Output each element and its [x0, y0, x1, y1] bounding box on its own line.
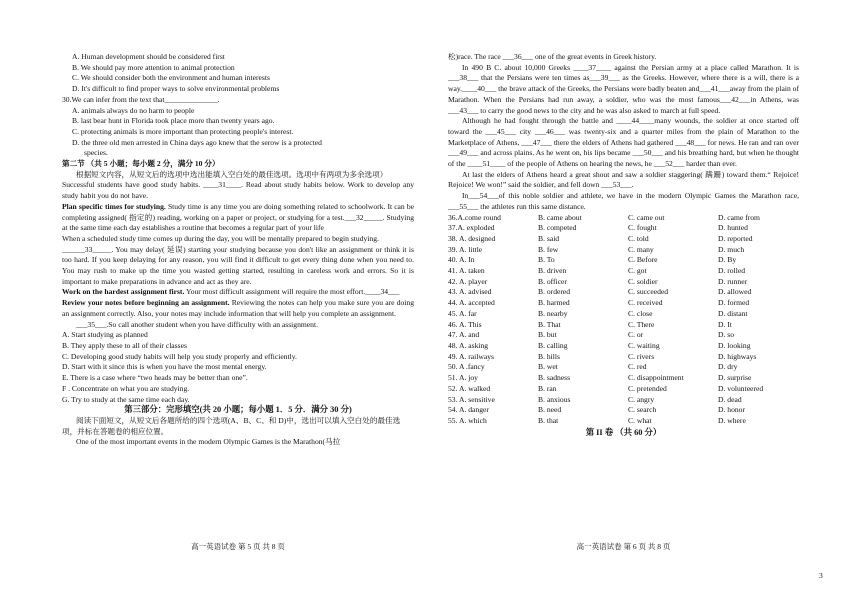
choice-option: C. succeeded: [628, 287, 669, 297]
option-f: F . Concentrate on what you are studying.: [62, 383, 190, 393]
choice-option: C. pretended: [628, 383, 667, 393]
choice-option: B. driven: [538, 266, 567, 276]
choice-option: C. what: [628, 415, 652, 425]
choice-option: D. rolled: [718, 266, 745, 276]
choice-option: C. There: [628, 319, 655, 329]
choice-option: 41. A. taken: [448, 266, 485, 276]
choice-row: [448, 298, 799, 309]
choice-option: B. competed: [538, 223, 577, 233]
choice-option: C. came out: [628, 212, 665, 222]
choice-option: C. told: [628, 233, 649, 243]
option-g: G. Try to study at the same time each day.: [62, 394, 190, 404]
right-column: [448, 52, 799, 438]
choice-row: [448, 277, 799, 288]
q30-stem: 30.We can infer from the text that______________.: [62, 94, 220, 104]
choice-option: D. dead: [718, 394, 742, 404]
choice-option: B. To: [538, 255, 555, 265]
choice-option: 36.A.come round: [448, 212, 501, 222]
passage-paragraph-7: ___35___.So call another student when you have difficulty with an assignment.: [76, 319, 318, 329]
choice-row: [448, 395, 799, 406]
option-d: D. Start with it since this is when you have the most mental energy.: [62, 362, 267, 372]
choice-option: C. angry: [628, 394, 655, 404]
choice-option: B. officer: [538, 276, 567, 286]
choice-option: 55. A. which: [448, 415, 487, 425]
cloze-paragraph-3: Although he had fought through the battle and ____44____many wounds, the soldier at once started off toward the ___45___ city ___46___ was twenty-six and a quarter miles from the plain of Marathon to the Marketplace of Athens, ___47___ there the elders of Athens had gathered ___48___ for news. He ran and ran over ___49___ and across plains. As he went on, his lips became ___50___ and his breathing hard, but when he thought of the ____51____ of the people of Athens on hearing the news, he ___52___ harder than ever.: [448, 116, 799, 169]
q30-option-a: A. animals always do no harm to people: [72, 105, 195, 115]
choice-option: C. red: [628, 362, 647, 372]
choice-option: D. so: [718, 330, 735, 340]
right-page-footer: 高一英语试卷 第 6 页 共 8 页: [576, 542, 671, 551]
choice-option: B. harmed: [538, 298, 570, 308]
option-b: B. They apply these to all of their classes: [62, 340, 187, 350]
choice-option: D. highways: [718, 351, 757, 361]
choice-option: 50. A .fancy: [448, 362, 485, 372]
left-page-footer: 高一英语试卷 第 5 页 共 8 页: [191, 542, 285, 551]
choice-option: C. got: [628, 266, 647, 276]
choice-option: D. allowed: [718, 287, 752, 297]
part2-heading: 第 II 卷 （共 60 分）: [585, 427, 662, 437]
choice-option: D. reported: [718, 233, 753, 243]
choice-row: [448, 416, 799, 427]
choice-option: C. many: [628, 244, 654, 254]
choice-option: D. hunted: [718, 223, 748, 233]
passage-paragraph-1: Successful students have good study habits. ____31____. Read about study habits below. Work to develop any study habit you do not have.: [62, 180, 414, 201]
passage-paragraph-6: [62, 298, 414, 319]
choice-row: [448, 309, 799, 320]
paragraph-6-body: Reviewing the notes can help you make sure you are doing an assignment correctly. Also, your notes may include information that will help you complete an assignment.: [62, 298, 414, 318]
choice-option: B. but: [538, 330, 557, 340]
choice-option: C. close: [628, 308, 653, 318]
choice-option: B. came about: [538, 212, 582, 222]
choice-option: 44. A. accepted: [448, 298, 495, 308]
choice-option: B. anxious: [538, 394, 571, 404]
cloze-paragraph-4: At last the elders of Athens heard a great shout and saw a soldier staggering( 蹒跚) toward them.“ Rejoice! Rejoice! We won!” said the soldier, and fell down ___53___.: [448, 169, 799, 190]
cloze-passage-start: One of the most important events in the modern Olympic Games is the Marathon(马拉: [76, 437, 341, 447]
choice-option: 42. A. player: [448, 276, 488, 286]
passage-paragraph-3: When a scheduled study time comes up during the day, you will be mentally prepared to begin studying.: [62, 233, 379, 243]
choice-option: B. few: [538, 244, 559, 254]
choice-row: [448, 245, 799, 256]
choice-option: B. That: [538, 319, 561, 329]
choice-option: 40. A. In: [448, 255, 475, 265]
choice-option: D. much: [718, 244, 745, 254]
choice-row: [448, 213, 799, 224]
left-column: [62, 52, 414, 448]
section3-instructions: 阅读下面短文，从短文后各题所给的四个选项(A、B、C、和 D)中，选出可以填入空白处的最佳选项，并标在答题卷的相应位置。: [62, 415, 401, 436]
choice-option: D. where: [718, 415, 746, 425]
cloze-choices-table: [448, 213, 799, 427]
paragraph-2-heading: Plan specific times for studying.: [62, 201, 166, 211]
paragraph-2-body: Study time is any time you are doing something related to schoolwork. It can be completing assigned( 指定的) reading, working on a paper or project, or studying for a test.___32_____. Studying at the same time each day establishes a routine that becomes a regular part of your life: [62, 201, 414, 233]
choice-option: 52. A. walked: [448, 383, 491, 393]
choice-option: 49. A. railways: [448, 351, 494, 361]
option-c: C. Developing good study habits will help you study properly and efficiently.: [62, 351, 297, 361]
choice-option: B. said: [538, 233, 560, 243]
choice-option: B. calling: [538, 340, 568, 350]
choice-option: C. disappointment: [628, 373, 684, 383]
q30-option-b: B. last bear hunt in Florida took place more than twenty years ago.: [72, 116, 275, 126]
paragraph-6-heading: Review your notes before beginning an assignment.: [62, 298, 230, 308]
choice-row: [448, 320, 799, 331]
choice-option: D. It: [718, 319, 732, 329]
choice-row: [448, 287, 799, 298]
choice-option: 51. A. joy: [448, 373, 478, 383]
choice-option: D. By: [718, 255, 737, 265]
section2-instructions: 根据短文内容，从短文后的选项中选出能填入空白处的最佳选项。选项中有两项为多余选项）: [76, 169, 388, 179]
choice-option: 45. A. far: [448, 308, 477, 318]
choice-option: C. fought: [628, 223, 657, 233]
choice-row: [448, 362, 799, 373]
choice-option: C. received: [628, 298, 663, 308]
choice-row: [448, 405, 799, 416]
choice-option: 48. A. asking: [448, 340, 489, 350]
choice-row: [448, 373, 799, 384]
choice-option: B. wet: [538, 362, 558, 372]
choice-row: [448, 255, 799, 266]
cloze-paragraph-5: In___54___of this noble soldier and athlete, we have in the modern Olympic Games the Marathon race, ___55___ the athletes run this same distance.: [448, 191, 799, 211]
choice-option: B. nearby: [538, 308, 568, 318]
cloze-paragraph-1: 松)race. The race ___36___ one of the great events in Greek history.: [448, 52, 657, 61]
choice-option: 47. A. and: [448, 330, 480, 340]
section2-heading: 第二节 （共 5 小题；每小题 2 分，满分 10 分）: [62, 159, 220, 169]
section3-heading: 第三部分：完形填空(共 20 小题；每小题 1．5 分．满分 30 分): [124, 405, 352, 415]
choice-option: 43. A. advised: [448, 287, 492, 297]
choice-option: B. need: [538, 405, 562, 415]
choice-option: D. volunteered: [718, 383, 764, 393]
choice-row: [448, 341, 799, 352]
paragraph-5-body: Your most difficult assignment will require the most effort.____34___: [184, 287, 400, 297]
choice-option: C. soldier: [628, 276, 658, 286]
choice-option: C. Before: [628, 255, 658, 265]
q30-option-d: D. the three old men arrested in China days ago knew that the serow is a protected: [72, 137, 322, 147]
choice-option: 54. A. danger: [448, 405, 489, 415]
choice-option: 46. A. This: [448, 319, 482, 329]
passage-paragraph-2: [62, 202, 414, 234]
choice-option: 53. A. sensitive: [448, 394, 495, 404]
page-number: 3: [819, 571, 823, 580]
choice-row: [448, 330, 799, 341]
choice-option: D. dry: [718, 362, 738, 372]
choice-option: D. honor: [718, 405, 745, 415]
choice-option: C. search: [628, 405, 657, 415]
choice-row: [448, 266, 799, 277]
choice-option: B. that: [538, 415, 559, 425]
choice-option: D. distant: [718, 308, 748, 318]
q29-option-c: C. We should consider both the environment and human interests: [72, 73, 270, 83]
choice-option: B. hills: [538, 351, 560, 361]
option-a: A. Start studying as planned: [62, 330, 148, 340]
q30-option-d-continued: species.: [84, 148, 108, 158]
choice-option: D. surprise: [718, 373, 752, 383]
choice-option: 37.A. exploded: [448, 223, 495, 233]
choice-option: D. came from: [718, 212, 760, 222]
choice-option: D. runner: [718, 276, 748, 286]
q29-option-d: D. It's difficult to find proper ways to solve environmental problems: [72, 84, 280, 94]
option-e: E. There is a case where “two heads may be better than one”.: [62, 373, 248, 383]
choice-option: C. or: [628, 330, 644, 340]
choice-option: D. looking: [718, 340, 751, 350]
passage-paragraph-5: [62, 287, 414, 298]
choice-row: [448, 234, 799, 245]
cloze-paragraph-2: In 490 B C. about 10,000 Greeks ____37____ against the Persian army at a place called Marathon. It is ___38___ that the Persians were ten times as___39___ as the Greeks. However, where there is a will, there is a way.____40___ the brave attack of the Greeks, the Persians were badly beaten and___41___away from the plain of Marathon. When the Persians had run away, a soldier, who was the most famous___42___in Athens, was ___43___ to carry the good news to the city and he was also asked to march at full speed.: [448, 62, 799, 115]
choice-row: [448, 223, 799, 234]
choice-option: 38. A. designed: [448, 233, 496, 243]
choice-option: C. rivers: [628, 351, 655, 361]
choice-row: [448, 384, 799, 395]
choice-option: 39. A. little: [448, 244, 483, 254]
q29-option-a: A. Human development should be considered first: [72, 52, 225, 61]
paragraph-5-heading: Work on the hardest assignment first.: [62, 287, 185, 297]
q30-option-c: C. protecting animals is more important than protecting people's interest.: [72, 126, 294, 136]
passage-paragraph-4: ______33_____. You may delay( 延误) starting your studying because you don't like an assignment or think it is too hard. If you keep delaying for any reason, you will find it difficult to get every thing done when you need to. You may rush to make up the time you wasted getting started, resulting in careless work and errors. So it is important to make preparations in advance and act as they are.: [62, 244, 414, 286]
choice-option: D. formed: [718, 298, 750, 308]
choice-option: C. waiting: [628, 340, 660, 350]
q29-option-b: B. We should pay more attention to animal protection: [72, 62, 235, 72]
choice-option: B. sadness: [538, 373, 571, 383]
choice-option: B. ordered: [538, 287, 571, 297]
choice-row: [448, 352, 799, 363]
choice-option: B. ran: [538, 383, 557, 393]
